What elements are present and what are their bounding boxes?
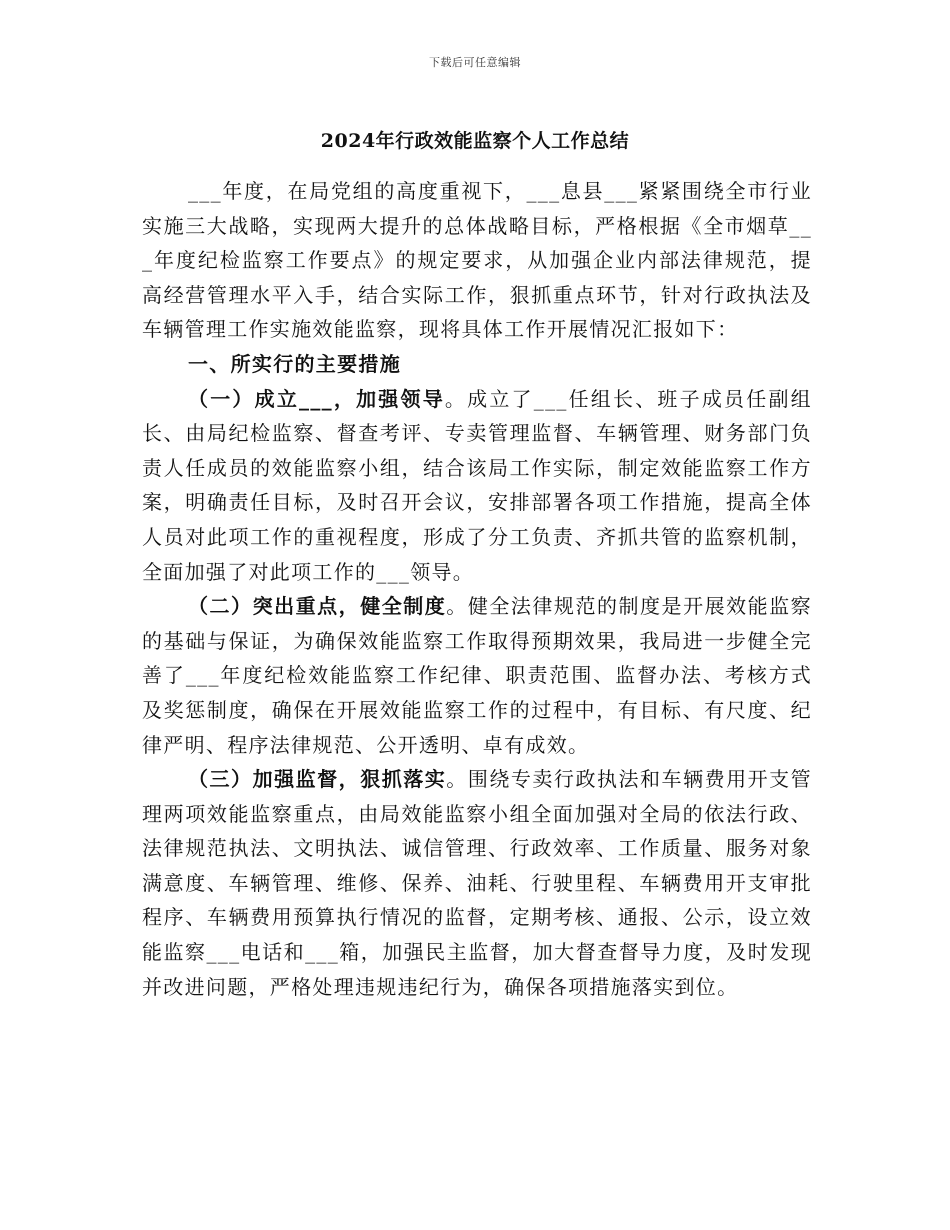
measure-paragraph-3 <box>142 762 812 1004</box>
measure-paragraph-2 <box>142 589 812 762</box>
download-watermark: 下载后可任意编辑 <box>429 56 521 69</box>
section-heading: 一、所实行的主要措施 <box>188 351 401 376</box>
measure-text-1: 。成立了___任组长、班子成员任副组长、由局纪检监察、督查考评、专卖管理监督、车辆管理、财务部门负责人任成员的效能监察小组，结合该局工作实际，制定效能监察工作方案，明确责任目标，及时召开会议，安排部署各项工作措施，提高全体人员对此项工作的重视程度，形成了分工负责、齐抓共管的监察机制，全面加强了对此项工作的___领导。 <box>142 386 812 584</box>
measure-lead-3: （三）加强监督，狠抓落实 <box>188 767 447 792</box>
measure-lead-2: （二）突出重点，健全制度 <box>188 594 447 619</box>
intro-paragraph: ___年度，在局党组的高度重视下，___息县___紧紧围绕全市行业实施三大战略，实现两大提升的总体战略目标，严格根据《全市烟草___年度纪检监察工作要点》的规定要求，从加强企业内部法律规范，提高经营管理水平入手，结合实际工作，狠抓重点环节，针对行政执法及车辆管理工作实施效能监察，现将具体工作开展情况汇报如下： <box>142 179 812 342</box>
measure-text-2: 。健全法律规范的制度是开展效能监察的基础与保证，为确保效能监察工作取得预期效果，我局进一步健全完善了___年度纪检效能监察工作纪律、职责范围、监督办法、考核方式及奖惩制度，确保在开展效能监察工作的过程中，有目标、有尺度、纪律严明、程序法律规范、公开透明、卓有成效。 <box>142 594 812 757</box>
measure-text-3: 。围绕专卖行政执法和车辆费用开支管理两项效能监察重点，由局效能监察小组全面加强对全局的依法行政、法律规范执法、文明执法、诚信管理、行政效率、工作质量、服务对象满意度、车辆管理、维修、保养、油耗、行驶里程、车辆费用开支审批程序、车辆费用预算执行情况的监督，定期考核、通报、公示，设立效能监察___电话和___箱，加强民主监督，加大督查督导力度，及时发现并改进问题，严格处理违规违纪行为，确保各项措施落实到位。 <box>142 767 812 999</box>
measure-lead-1: （一）成立___，加强领导 <box>188 386 445 411</box>
document-body <box>142 174 812 1004</box>
measure-paragraph-1 <box>142 382 812 590</box>
document-title: 2024年行政效能监察个人工作总结 <box>320 130 630 152</box>
